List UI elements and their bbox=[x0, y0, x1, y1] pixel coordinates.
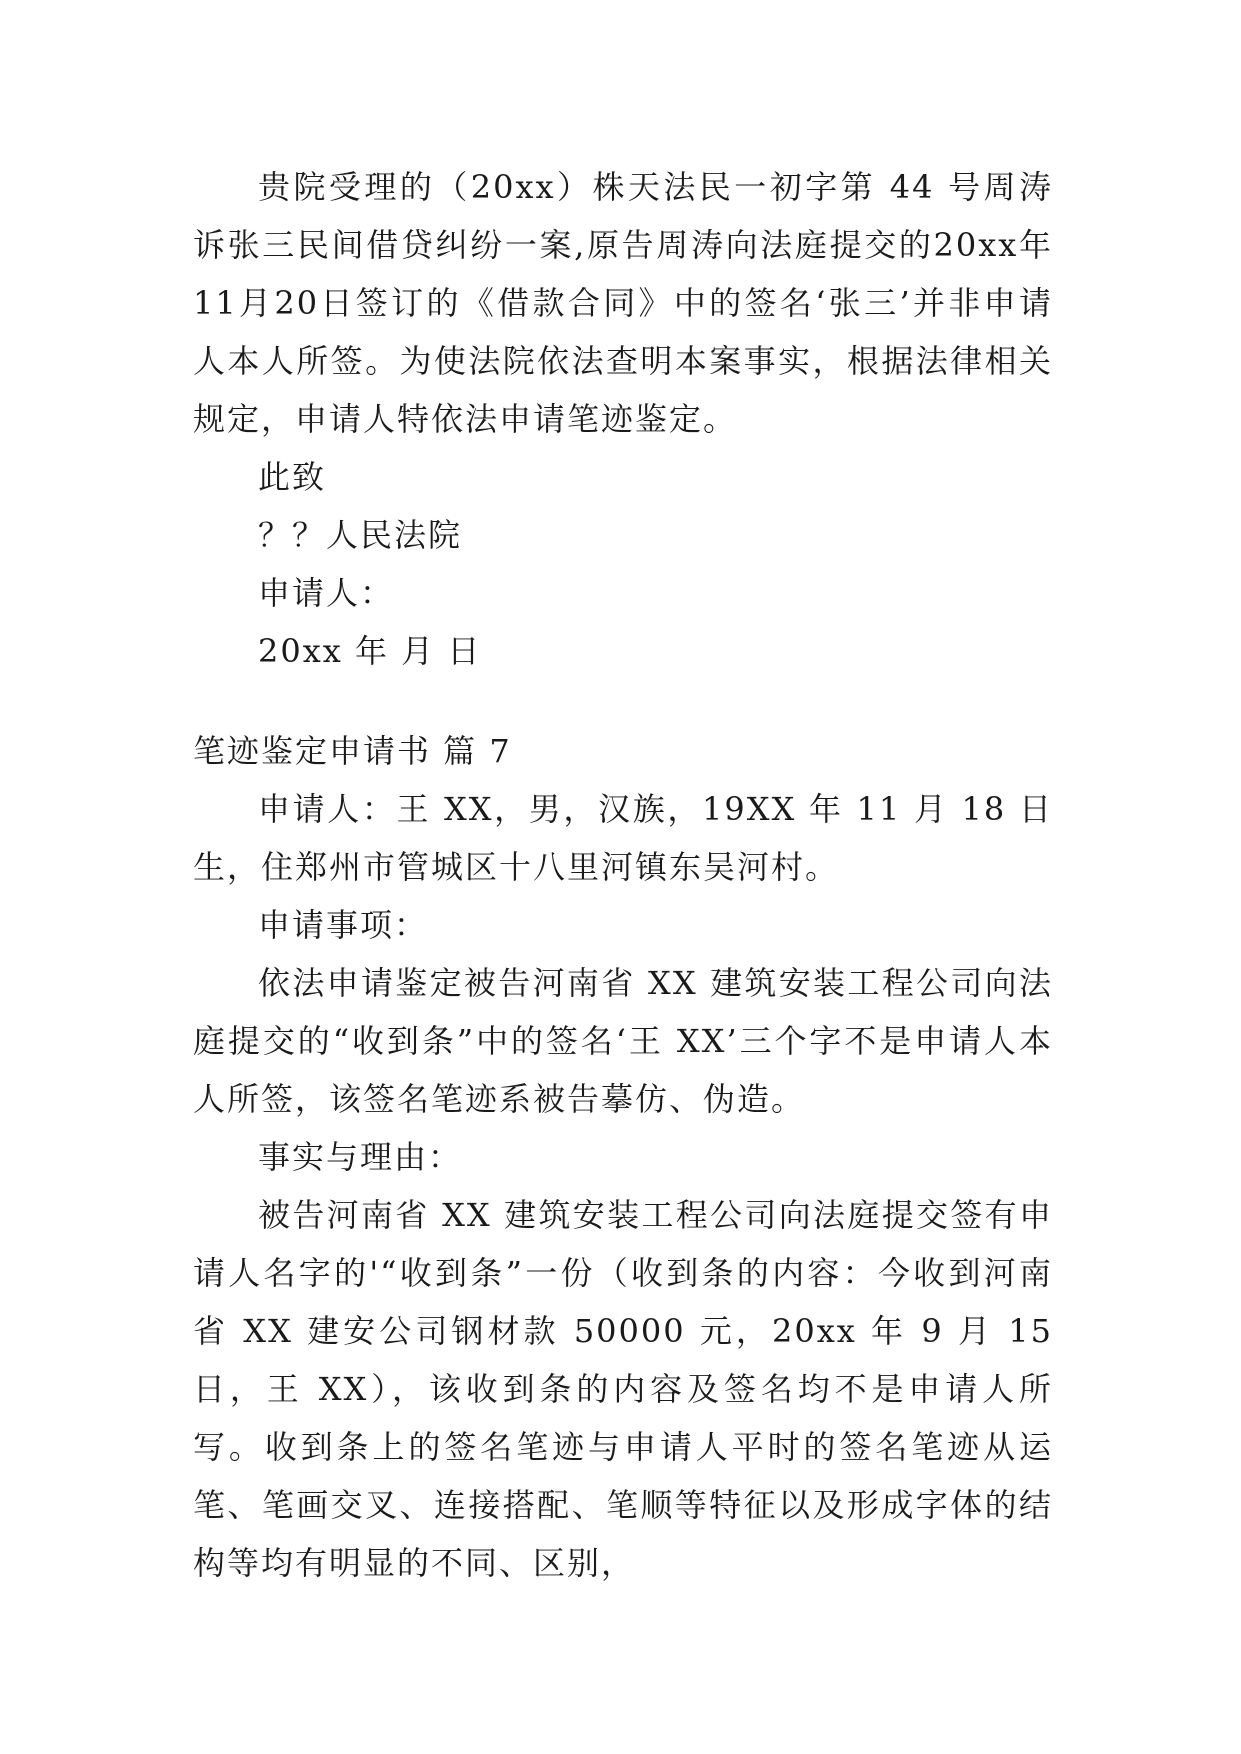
recipient-court: ？？人民法院 bbox=[258, 516, 463, 554]
applicant-signature-label: 申请人： bbox=[258, 574, 395, 612]
facts-reasons-text: 被告河南省 XX 建筑安装工程公司向法庭提交签有申请人名字的'“收到条”一份（收到条的内容：今收到河南省 XX 建安公司钢材款 50000 元，20xx 年 9 月 15 日，王 XX），该收到条的内容及签名均不是申请人所写。收到条上的签名笔迹与申请人平时的签名笔迹从运笔、笔画交叉、连接搭配、笔顺等特征以及形成字体的结构等均有明显的不同、区别， bbox=[193, 1196, 1053, 1582]
document-body bbox=[193, 158, 1053, 1592]
request-items-label: 申请事项： bbox=[258, 906, 429, 944]
section-heading: 笔迹鉴定申请书 篇 7 bbox=[193, 732, 512, 770]
body-paragraph: 贵院受理的（20xx）株天法民一初字第 44 号周涛诉张三民间借贷纠纷一案,原告周涛向法庭提交的20xx年11月20日签订的《借款合同》中的签名‘张三’并非申请人本人所签。为使法院依法查明本案事实，根据法律相关规定，申请人特依法申请笔迹鉴定。 bbox=[193, 168, 1053, 438]
facts-reasons-label: 事实与理由： bbox=[258, 1138, 463, 1176]
applicant-info: 申请人：王 XX，男，汉族，19XX 年 11 月 18 日生，住郑州市管城区十八里河镇东吴河村。 bbox=[193, 790, 1053, 886]
request-items-text: 依法申请鉴定被告河南省 XX 建筑安装工程公司向法庭提交的“收到条”中的签名‘王 XX’三个字不是申请人本人所签，该签名笔迹系被告摹仿、伪造。 bbox=[193, 964, 1053, 1118]
salutation: 此致 bbox=[258, 458, 327, 496]
date-line: 20xx 年 月 日 bbox=[258, 632, 482, 670]
